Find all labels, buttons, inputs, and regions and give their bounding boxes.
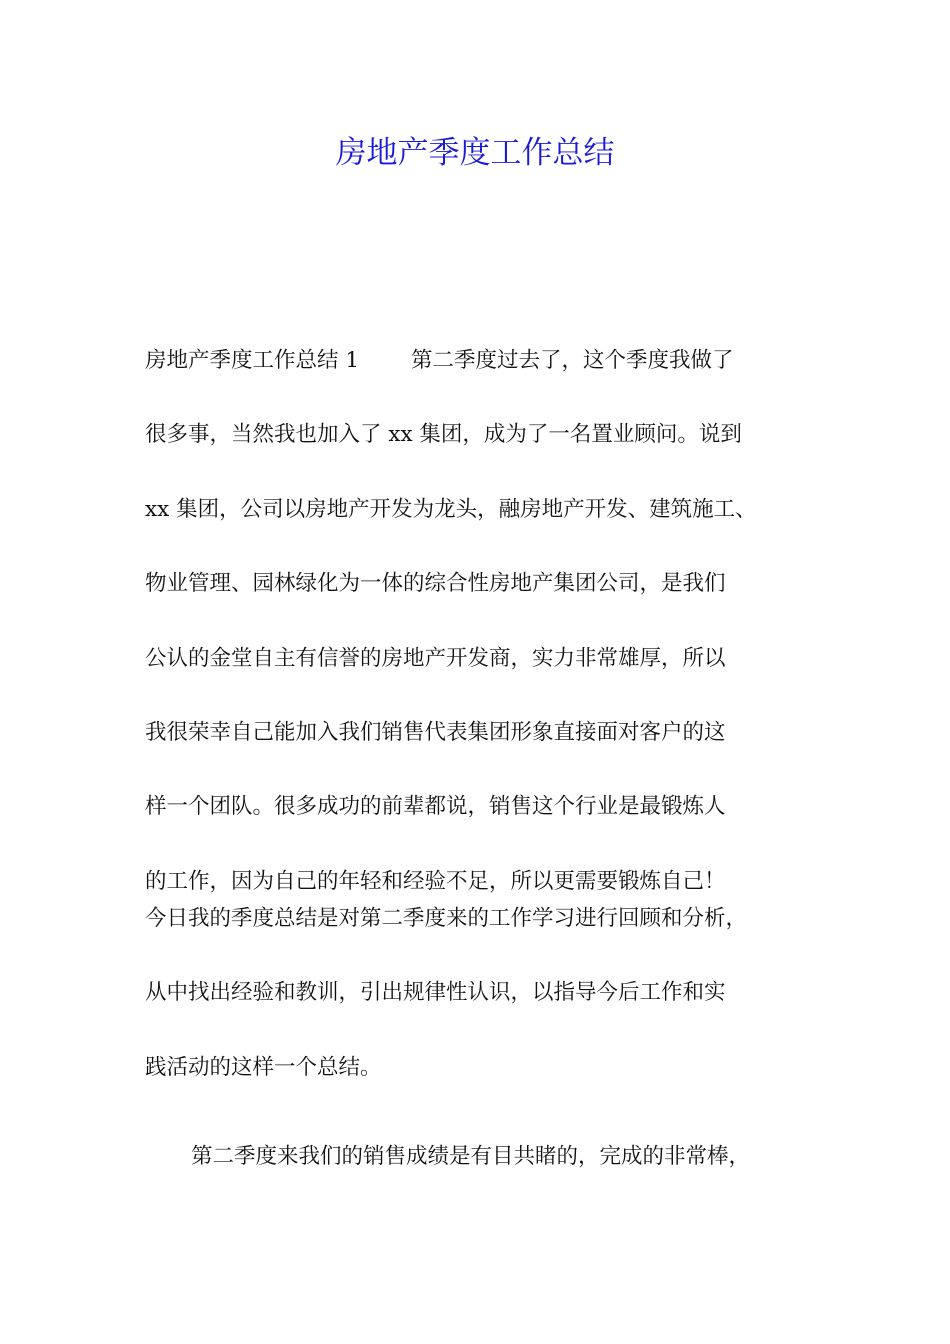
paragraph-line: 第二季度来我们的销售成绩是有目共睹的，完成的非常棒， (191, 1143, 751, 1169)
paragraph-line: 践活动的这样一个总结。 (145, 1054, 382, 1080)
paragraph-line: 公认的金堂自主有信誉的房地产开发商，实力非常雄厚，所以 (145, 645, 726, 671)
document-body (145, 336, 825, 1206)
paragraph-line: 物业管理、园林绿化为一体的综合性房地产集团公司，是我们 (145, 571, 726, 597)
paragraph-line: 我很荣幸自己能加入我们销售代表集团形象直接面对客户的这 (145, 719, 726, 745)
section-heading: 房地产季度工作总结 1 (145, 348, 360, 373)
document-title: 房地产季度工作总结 (335, 135, 615, 171)
paragraph-line: 从中找出经验和教训，引出规律性认识，以指导今后工作和实 (145, 980, 726, 1006)
paragraph-line: 的工作，因为自己的年轻和经验不足，所以更需要锻炼自己！ (145, 868, 726, 894)
line-text: 第二季度过去了，这个季度我做了 (411, 348, 734, 373)
paragraph-line: xx 集团，公司以房地产开发为龙头，融房地产开发、建筑施工、 (145, 496, 757, 522)
paragraph-line (145, 336, 825, 410)
paragraph-line: 样一个团队。很多成功的前辈都说，销售这个行业是最锻炼人 (145, 794, 726, 820)
paragraph-line: 很多事，当然我也加入了 xx 集团，成为了一名置业顾问。说到 (145, 422, 742, 448)
paragraph-line: 今日我的季度总结是对第二季度来的工作学习进行回顾和分析， (145, 905, 748, 931)
